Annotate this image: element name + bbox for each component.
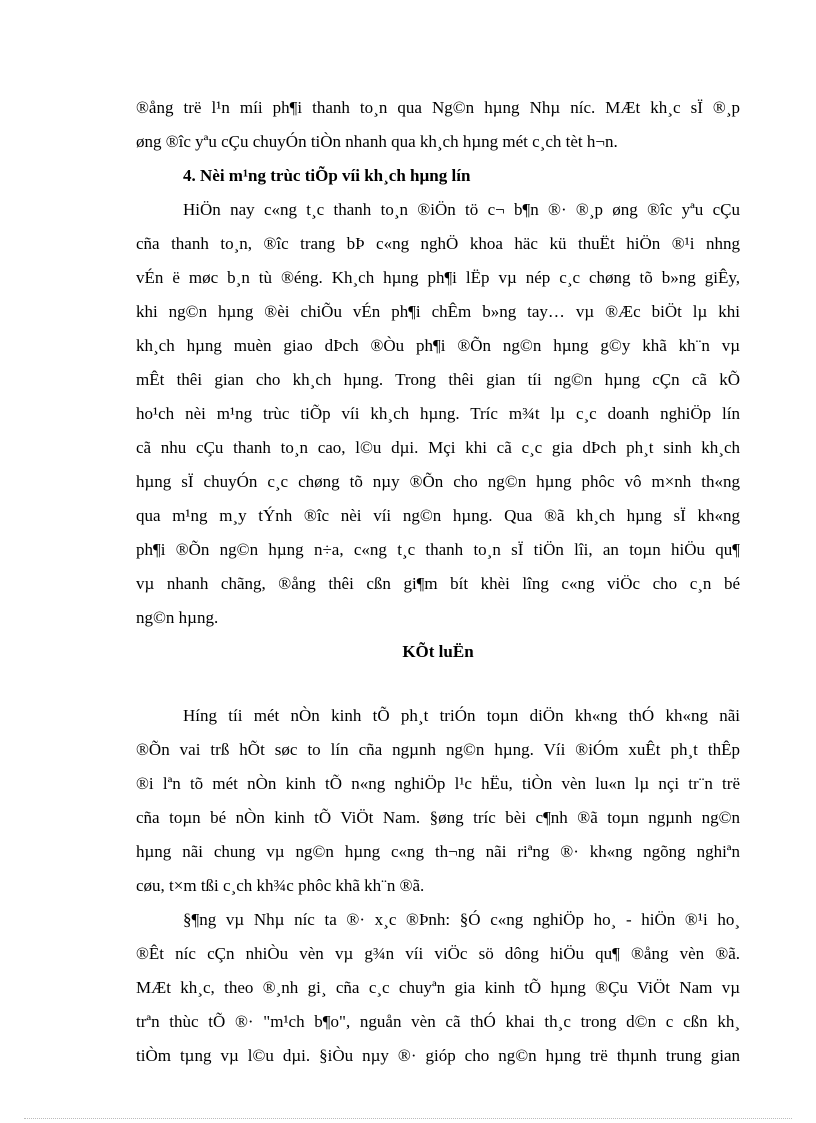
text-line: HiÖn nay c«ng t¸c thanh to¸n ®iÖn tö c¬ b¶n ®· ®¸p øng ®îc yªu cÇu [183,200,740,219]
text-line: ng©n hµng. [136,608,219,627]
text-line: §¶ng vµ Nhµ níc ta ®· x¸c ®Þnh: §Ó c«ng nghiÖp ho¸ - hiÖn ®¹i ho¸ [183,910,740,929]
text-line: mÊt thêi gian cho kh¸ch hµng. Trong thêi gian tíi ng©n hµng cÇn cã kÕ [136,370,740,389]
text-line: øng ®îc yªu cÇu chuyÓn tiÒn nhanh qua kh¸ch hµng mét c¸ch tèt h¬n. [136,132,618,151]
text-line: ®i lªn tõ mét nÒn kinh tÕ n«ng nghiÖp l¹c hËu, tiÒn vèn lu«n lµ nçi tr¨n trë [136,774,740,793]
text-line: hµng nãi chung vµ ng©n hµng c«ng th¬ng nãi riªng ®· kh«ng ngõng nghiªn [136,842,740,861]
text-line: vÉn ë møc b¸n tù ®éng. Kh¸ch hµng ph¶i lËp vµ nép c¸c chøng tõ b»ng giÊy, [136,268,740,287]
text-line: khi ng©n hµng ®èi chiÕu vÉn ph¶i chÊm b»ng tay… vµ ®Æc biÖt lµ khi [136,302,740,321]
text-line: tiÒm tµng vµ l©u dµi. §iÒu nµy ®· gióp cho ng©n hµng trë thµnh trung gian [136,1046,740,1065]
text-line: ho¹ch nèi m¹ng trùc tiÕp víi kh¸ch hµng. Tríc m¾t lµ c¸c doanh nghiÖp lín [136,404,740,423]
text-line: trªn thùc tÕ ®· "m¹ch b¶o", nguån vèn cã thÓ khai th¸c trong d©n c cßn kh¸ [136,1012,740,1031]
text-line: hµng sÏ chuyÓn c¸c chøng tõ nµy ®Õn cho ng©n hµng phôc vô m×nh th«ng [136,472,740,491]
text-line: cøu, t×m tßi c¸ch kh¾c phôc khã kh¨n ®ã. [136,876,425,895]
conclusion-heading: KÕt luËn [402,642,474,661]
text-line: cã nhu cÇu thanh to¸n cao, l©u dµi. Mçi khi cã c¸c gia dÞch ph¸t sinh kh¸ch [136,438,740,457]
section-heading: 4. Nèi m¹ng trùc tiÕp víi kh¸ch hµng lín [183,166,471,185]
text-line: ph¶i ®Õn ng©n hµng n÷a, c«ng t¸c thanh to¸n sÏ tiÖn lîi, an toµn hiÖu qu¶ [136,540,740,559]
text-line: Híng tíi mét nÒn kinh tÕ ph¸t triÓn toµn diÖn kh«ng thÓ kh«ng nãi [183,706,740,725]
page-bottom-rule [24,1118,792,1119]
spacer [136,669,740,699]
text-line: ®ång trë l¹n míi ph¶i thanh to¸n qua Ng©n hµng Nhµ níc. MÆt kh¸c sÏ ®¸p [136,98,740,117]
text-line: ®Õn vai trß hÕt søc to lín cña ngµnh ng©n hµng. Víi ®iÓm xuÊt ph¸t thÊp [136,740,740,759]
text-line: vµ nhanh chãng, ®ång thêi cßn gi¶m bít khèi lîng c«ng viÖc cho c¸n bé [136,574,740,593]
text-line: qua m¹ng m¸y tÝnh ®îc nèi víi ng©n hµng. Qua ®ã kh¸ch hµng sÏ kh«ng [136,506,740,525]
text-line: MÆt kh¸c, theo ®¸nh gi¸ cña c¸c chuyªn gia kinh tÕ hµng ®Çu ViÖt Nam vµ [136,978,740,997]
text-line: cña thanh to¸n, ®îc trang bÞ c«ng nghÖ khoa häc kü thuËt hiÖn ®¹i nhng [136,234,740,253]
text-line: ®Êt níc cÇn nhiÒu vèn vµ g¾n víi viÖc sö dông hiÖu qu¶ ®ång vèn ®ã. [136,944,740,963]
document-body [136,91,740,1073]
text-line: cña toµn bé nÒn kinh tÕ ViÖt Nam. §øng tríc bèi c¶nh ®ã toµn ngµnh ng©n [136,808,740,827]
text-line: kh¸ch hµng muèn giao dÞch ®Òu ph¶i ®Õn ng©n hµng g©y khã kh¨n vµ [136,336,740,355]
